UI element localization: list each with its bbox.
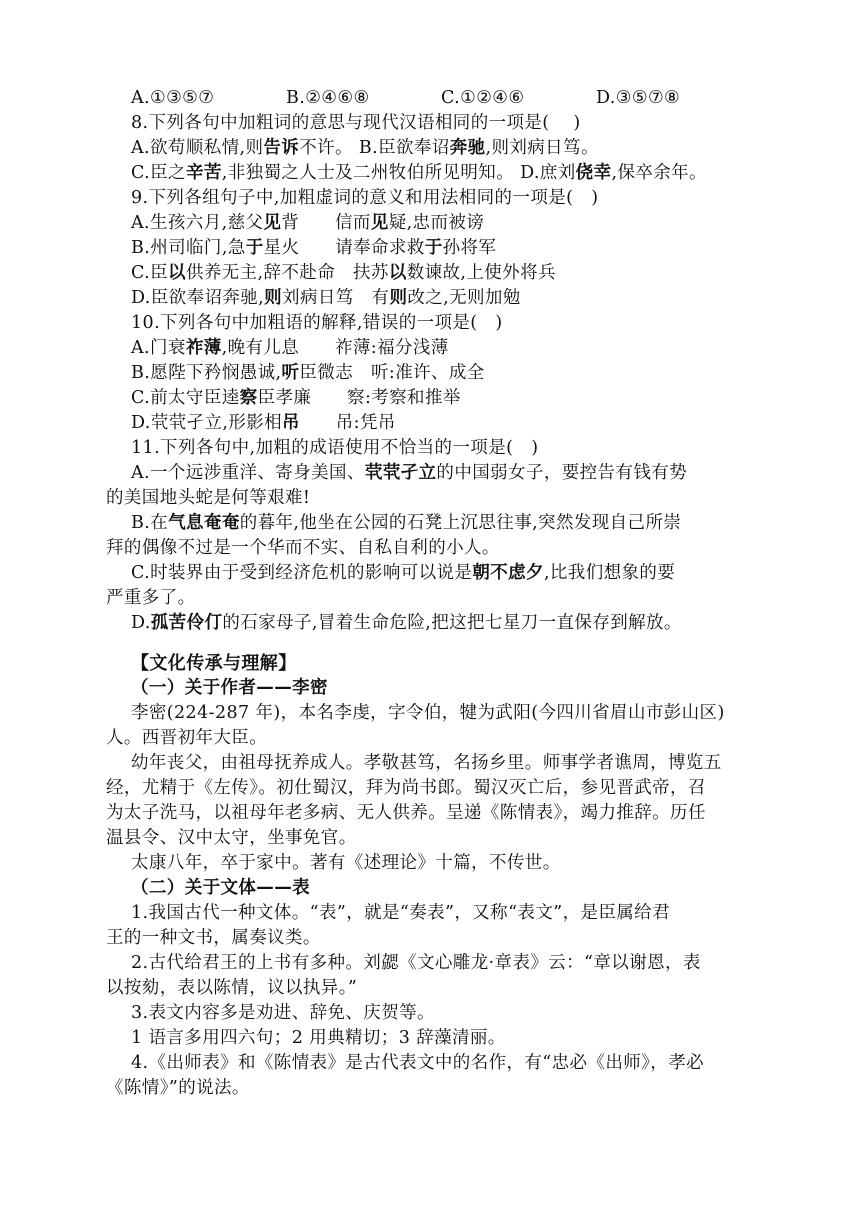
q8-d-text: D.庶刘 [514, 163, 576, 183]
q11-d-rest: 的石家母子,冒着生命危险,把这把七星刀一直保存到解放。 [222, 613, 682, 633]
q8-b-text: B.臣欲奉诏 [352, 138, 450, 158]
author-heading: （一）关于作者——李密 [131, 678, 328, 698]
q10-a-text: A.门衰 [131, 338, 186, 358]
q9-d-rest: 改之,无则加勉 [407, 288, 521, 308]
q9-option-a [131, 211, 484, 236]
q7-option-b: B.②④⑥⑧ [286, 88, 370, 108]
q10-d-text: D.茕茕孑立,形影相 [131, 413, 283, 433]
q8-d-bold: 侥幸 [575, 163, 612, 183]
q9-a-rest: 疑,忠而被谤 [388, 213, 485, 233]
genre-line: 王的一种文书，属奏议类。 [106, 928, 321, 948]
author-line: 太康八年，卒于家中。著有《述理论》十篇，不传世。 [131, 853, 561, 873]
q11-b-rest: 的暮年,他坐在公园的石凳上沉思往事,突然发现自己所崇 [239, 513, 682, 533]
q9-c-bold2: 以 [388, 263, 407, 283]
q9-a-text: A.生孩六月,慈父 [131, 213, 264, 233]
q9-d-bold2: 则 [389, 288, 408, 308]
genre-line: 1 语言多用四六句；2 用典精切；3 辞藻清丽。 [131, 1028, 506, 1048]
q9-c-mid: 供养无主,辞不赴命 扶苏 [185, 263, 389, 283]
genre-line: 《陈情》”的说法。 [106, 1078, 250, 1098]
q11-option-a-line1 [131, 461, 687, 486]
q8-b-bold: 奔驰 [449, 138, 486, 158]
q11-option-b-line1 [131, 511, 681, 536]
q7-option-a: A.①③⑤⑦ [131, 88, 215, 108]
author-line: 幼年丧父，由祖母抚养成人。孝敬甚笃，名扬乡里。师事学者谯周，博览五 [131, 753, 722, 773]
q11-d-text: D. [131, 613, 151, 633]
author-line: 经，尤精于《左传》。初仕蜀汉，拜为尚书郎。蜀汉灭亡后，参见晋武帝，召 [106, 778, 706, 798]
q10-b-bold: 听 [281, 363, 300, 383]
q10-option-d [131, 411, 396, 436]
author-line: 为太子洗马，以祖母年老多病、无人供养。呈递《陈情表》，竭力推辞。历任 [106, 803, 706, 823]
q9-c-rest: 数谏故,上使外将兵 [406, 263, 556, 283]
q11-c-rest: ,比我们想象的要 [543, 563, 676, 583]
q9-a-mid: 背 信而 [281, 213, 371, 233]
q9-d-mid: 刘病日笃 有 [282, 288, 390, 308]
q11-b-bold: 气息奄奄 [168, 513, 240, 533]
q11-option-b-line2: 拜的偶像不过是一个华而不实、自私自利的小人。 [106, 538, 500, 558]
q9-c-bold1: 以 [168, 263, 186, 283]
q9-a-bold1: 见 [263, 213, 282, 233]
q8-options-ab [131, 136, 599, 161]
q10-a-bold: 祚薄 [185, 338, 222, 358]
q11-a-text: A.一个远涉重洋、寄身美国、 [131, 463, 365, 483]
q9-b-mid: 星火 请奉命求救 [263, 238, 425, 258]
q11-c-bold: 朝不虑夕 [472, 563, 544, 583]
q10-c-text: C.前太守臣逵 [131, 388, 240, 408]
q8-c-rest: ,非独蜀之人士及二州牧伯所见明知。 [221, 163, 515, 183]
q7-option-c: C.①②④⑥ [441, 88, 525, 108]
q10-c-rest: 臣孝廉 察:考察和推举 [257, 388, 461, 408]
q9-a-bold2: 见 [370, 213, 389, 233]
author-line: 人。西晋初年大臣。 [106, 728, 268, 748]
q9-c-text: C.臣 [131, 263, 169, 283]
q10-b-rest: 臣微志 听:准许、成全 [299, 363, 485, 383]
q9-option-c [131, 261, 556, 286]
q11-option-d [131, 611, 682, 636]
q8-options-cd [131, 161, 707, 186]
q8-a-rest: 不许。 [299, 138, 353, 158]
q10-option-b [131, 361, 485, 386]
q9-option-b [131, 236, 496, 261]
genre-line: 1.我国古代一种文体。“表”，就是“奏表”，又称“表文”，是臣属给君 [131, 903, 670, 923]
q9-option-d [131, 286, 521, 311]
q8-c-text: C.臣之 [131, 163, 186, 183]
q11-option-c-line1 [131, 561, 675, 586]
q8-c-bold: 辛苦 [185, 163, 222, 183]
q11-a-rest: 的中国弱女子，要控告有钱有势 [436, 463, 688, 483]
q8-d-rest: ,保卒余年。 [611, 163, 707, 183]
q10-d-rest: 吊:凭吊 [299, 413, 396, 433]
q11-c-text: C.时装界由于受到经济危机的影响可以说是 [131, 563, 473, 583]
q8-a-bold: 告诉 [263, 138, 300, 158]
q11-stem: 11.下列各句中,加粗的成语使用不恰当的一项是( ) [131, 438, 539, 458]
q9-stem: 9.下列各组句子中,加粗虚词的意义和用法相同的一项是( ) [131, 188, 599, 208]
q10-stem: 10.下列各句中加粗语的解释,错误的一项是( ) [131, 313, 503, 333]
q10-a-rest: ,晚有儿息 祚薄:福分浅薄 [221, 338, 449, 358]
genre-line: 4.《出师表》和《陈情表》是古代表文中的名作，有“忠必《出师》，孝必 [131, 1053, 704, 1073]
author-line: 温县令、汉中太守，坐事免官。 [106, 828, 357, 848]
q8-b-rest: ,则刘病日笃。 [485, 138, 599, 158]
q9-b-rest: 孙将军 [442, 238, 497, 258]
q10-option-a [131, 336, 449, 361]
q8-a-text: A.欲苟顺私情,则 [131, 138, 264, 158]
q8-stem: 8.下列各句中加粗词的意思与现代汉语相同的一项是( ) [131, 113, 581, 133]
q10-c-bold: 察 [239, 388, 258, 408]
q11-option-c-line2: 严重多了。 [106, 588, 196, 608]
author-line: 李密(224-287 年)，本名李虔，字令伯，犍为武阳(今四川省眉山市彭山区) [131, 703, 725, 723]
culture-heading: 【文化传承与理解】 [131, 653, 297, 674]
q11-option-a-line2: 的美国地头蛇是何等艰难! [106, 488, 311, 508]
q10-option-c [131, 386, 461, 411]
genre-line: 2.古代给君王的上书有多种。刘勰《文心雕龙·章表》云：“章以谢恩，表 [131, 953, 701, 973]
q9-b-text: B.州司临门,急 [131, 238, 246, 258]
q7-option-d: D.③⑤⑦⑧ [596, 88, 681, 108]
q7-options [131, 86, 680, 111]
q11-a-bold: 茕茕孑立 [364, 463, 437, 483]
q11-d-bold: 孤苦伶仃 [150, 613, 223, 633]
q9-d-bold1: 则 [264, 288, 283, 308]
genre-line: 3.表文内容多是劝进、辞免、庆贺等。 [131, 1003, 435, 1023]
q10-d-bold: 吊 [282, 413, 300, 433]
genre-heading: （二）关于文体——表 [131, 878, 310, 898]
q11-b-text: B.在 [131, 513, 169, 533]
q10-b-text: B.愿陛下矜悯愚诚, [131, 363, 282, 383]
q9-b-bold2: 于 [424, 238, 443, 258]
q9-d-text: D.臣欲奉诏奔驰, [131, 288, 265, 308]
genre-line: 以按劾，表以陈情，议以执异。” [106, 978, 358, 998]
q9-b-bold1: 于 [245, 238, 264, 258]
